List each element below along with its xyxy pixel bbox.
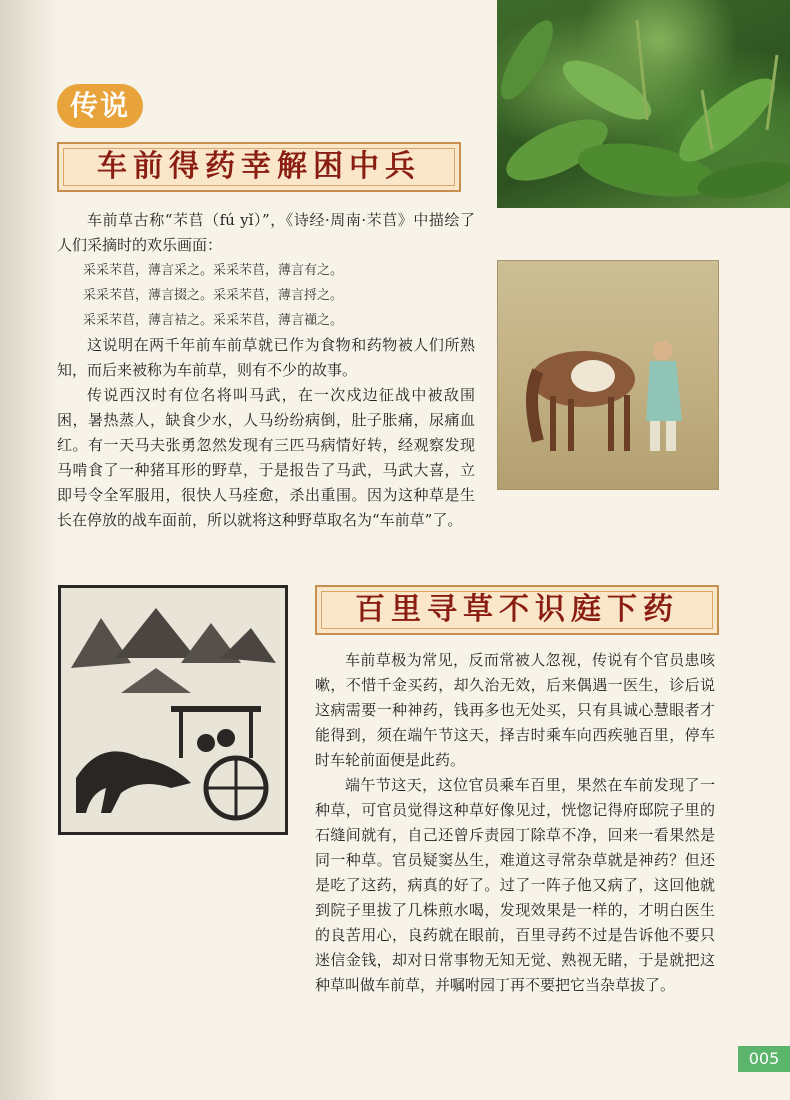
paragraph: 端午节这天，这位官员乘车百里，果然在车前发现了一种草，可官员觉得这种草好像见过，恍惚记得府邸院子里的石缝间就有，自己还曾斥责园丁除草不净，回来一看果然是同一种草。官员疑窦丛生，难道这寻常杂草就是神药？但还是吃了这药，病真的好了。过了一阵子他又病了，这回他就到院子里拔了几株煎水喝，发现效果是一样的，才明白医生的良苦用心，良药就在眼前，百里寻药不过是告诉他不要只迷信金钱，却对日常事物无知无觉、熟视无睹，于是就把这种草叫做车前草，并嘱咐园丁再不要把它当杂草拔了。 — [315, 776, 715, 994]
poem-line: 采采芣苢，薄言袺之。采采芣苢，薄言襭之。 — [83, 313, 344, 328]
carriage-rubbing-illustration — [61, 588, 285, 832]
horse-and-groom-illustration — [498, 261, 718, 489]
section-1-text — [57, 208, 475, 533]
page-gutter-shadow — [0, 0, 60, 1100]
paragraph: 传说西汉时有位名将叫马武，在一次戍边征战中被敌围困，暑热蒸人，缺食少水，人马纷纷病倒，肚子胀痛，尿痛血红。有一天马夫张勇忽然发现有三匹马病情好转，经观察发现马啃食了一种猪耳形的野草，于是报告了马武，马武大喜，立即号令全军服用，很快人马痊愈，杀出重围。因为这种草是生长在停放的战车面前，所以就将这种野草取名为“车前草”了。 — [57, 386, 475, 529]
horse-painting — [497, 260, 719, 490]
section-2-title: 百里寻草不识庭下药 — [315, 585, 719, 635]
legend-badge: 传说 — [57, 84, 143, 128]
plantain-photo — [497, 0, 790, 208]
page-number: 005 — [738, 1046, 790, 1072]
paragraph: 车前草极为常见，反而常被人忽视，传说有个官员患咳嗽，不惜千金买药，却久治无效，后来偶遇一医生，诊后说这病需要一种神药，钱再多也无处买，只有具诚心慧眼者才能得到，须在端午节这天，择吉时乘车向西疾驰百里，停车时车轮前面便是此药。 — [315, 651, 715, 769]
paragraph: 这说明在两千年前车前草就已作为食物和药物被人们所熟知，而后来被称为车前草，则有不少的故事。 — [57, 336, 475, 379]
stone-rubbing-image — [58, 585, 288, 835]
plantain-leaves-illustration — [497, 0, 790, 208]
paragraph: 车前草古称“芣苢（fú yǐ）”，《诗经·周南·芣苢》中描绘了人们采摘时的欢乐画面： — [57, 211, 475, 254]
section-1-title: 车前得药幸解困中兵 — [57, 142, 461, 192]
poem-line: 采采芣苢，薄言采之。采采芣苢，薄言有之。 — [83, 263, 344, 278]
section-2-text — [315, 648, 715, 998]
poem-line: 采采芣苢，薄言掇之。采采芣苢，薄言捋之。 — [83, 288, 344, 303]
